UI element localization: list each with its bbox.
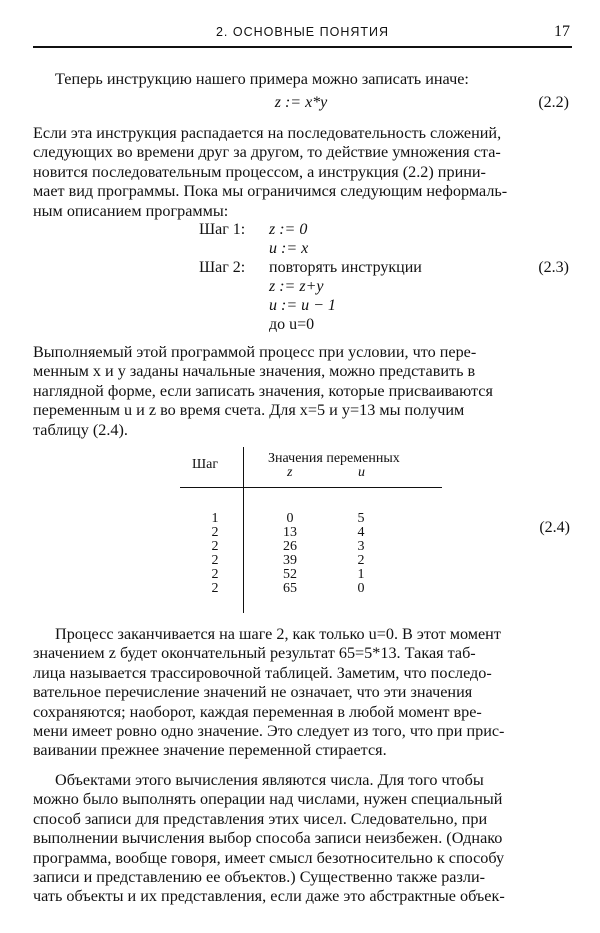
text-line: программа, вообще говоря, имеет смысл безотносительно к способу [33,848,505,867]
text-line: записи и представлению ее объектов.) Существенно также разли- [33,868,486,887]
table-cell-u: 5 [357,511,365,526]
text-line: чать объекты и их представления, если даже это абстрактные объек- [33,887,505,906]
program-2-3 [199,221,569,337]
text-line: сохраняются; наоборот, каждая переменная в любой момент вре- [33,702,482,721]
table-cell-step: 2 [211,525,219,540]
text-line: таблицу (2.4). [33,420,128,439]
text-line: вательное перечисление значений не означает, что эти значения [33,683,473,702]
text-line: Теперь инструкцию нашего примера можно записать иначе: [55,70,469,88]
text-line: ваивании прежнее значение переменной стирается. [33,741,387,760]
text-line: переменным u и z во время счета. Для x=5 и y=13 мы получим [33,401,465,420]
text-line: Выполняемый этой программой процесс при условии, что пере- [33,343,477,361]
paragraph-objects [33,771,569,907]
table-column-rule [243,447,244,613]
paragraph-intro [33,70,569,89]
trace-table [180,447,570,615]
table-cell-step: 2 [211,539,219,554]
table-cell-u: 2 [357,553,365,568]
table-cell-z: 13 [283,525,297,540]
text-line: наглядной форме, если записать значения, которые присваиваются [33,381,493,400]
paragraph-trace-explanation [33,625,569,761]
formula-expression: z := x*y [274,94,328,111]
table-cell-u: 1 [357,567,365,582]
equation-number: (2.4) [539,519,570,536]
table-header-rule [180,487,442,488]
text-line: значением z будет окончательный результат 65=5*13. Такая таб- [33,644,476,663]
step-code: z := z+y [269,278,324,295]
table-header-u: u [358,465,365,480]
text-line: выполнении вычисления выбор способа записи неизбежен. (Однако [33,829,503,848]
equation-number: (2.3) [538,259,569,276]
step-label: Шаг 2: [199,259,246,276]
step-code: до u=0 [269,316,315,333]
equation-number: (2.2) [538,94,569,111]
formula-2-2 [33,94,569,114]
table-header-values: Значения переменных [268,451,400,466]
text-line: следующих во времени друг за другом, то действие умножения ста- [33,143,501,162]
paragraph-process [33,343,569,440]
text-line: способ записи для представления этих чисел. Следовательно, при [33,809,488,828]
table-cell-u: 4 [357,525,365,540]
chapter-title: 2. ОСНОВНЫЕ ПОНЯТИЯ [215,25,390,39]
text-line: Процесс заканчивается на шаге 2, как только u=0. В этот момент [55,625,501,643]
step-label: Шаг 1: [199,221,246,238]
table-cell-u: 0 [357,581,365,596]
table-cell-z: 0 [286,511,294,526]
table-cell-step: 2 [211,581,219,596]
paragraph-program-intro [33,124,569,221]
text-line: менным x и y заданы начальные значения, можно представить в [33,362,476,381]
text-line: Если эта инструкция распадается на последовательность сложений, [33,124,502,142]
table-cell-u: 3 [357,539,365,554]
text-line: лица называется трассировочной таблицей. Заметим, что последо- [33,663,492,682]
table-cell-z: 26 [283,539,297,554]
table-cell-step: 2 [211,553,219,568]
step-code: z := 0 [269,221,308,238]
step-code: u := u − 1 [269,297,336,314]
running-header [33,22,572,48]
table-header-z: z [287,465,293,480]
text-line: ным описанием программы: [33,201,229,220]
step-code: повторять инструкции [269,259,422,276]
table-header-step: Шаг [192,457,219,472]
text-line: можно было выполнять операции над числами, нужен специальный [33,790,503,809]
page-number: 17 [554,23,570,40]
step-code: u := x [269,240,309,257]
table-cell-step: 1 [211,511,219,526]
table-cell-step: 2 [211,567,219,582]
text-line: мени имеет ровно одно значение. Это следует из того, что при прис- [33,722,505,741]
table-cell-z: 65 [283,581,297,596]
table-cell-z: 39 [283,553,297,568]
text-line: мает вид программы. Пока мы ограничимся следующим неформаль- [33,182,508,201]
table-cell-z: 52 [283,567,297,582]
text-line: Объектами этого вычисления являются числа. Для того чтобы [55,771,484,789]
text-line: новится последовательным процессом, а инструкция (2.2) прини- [33,162,486,181]
